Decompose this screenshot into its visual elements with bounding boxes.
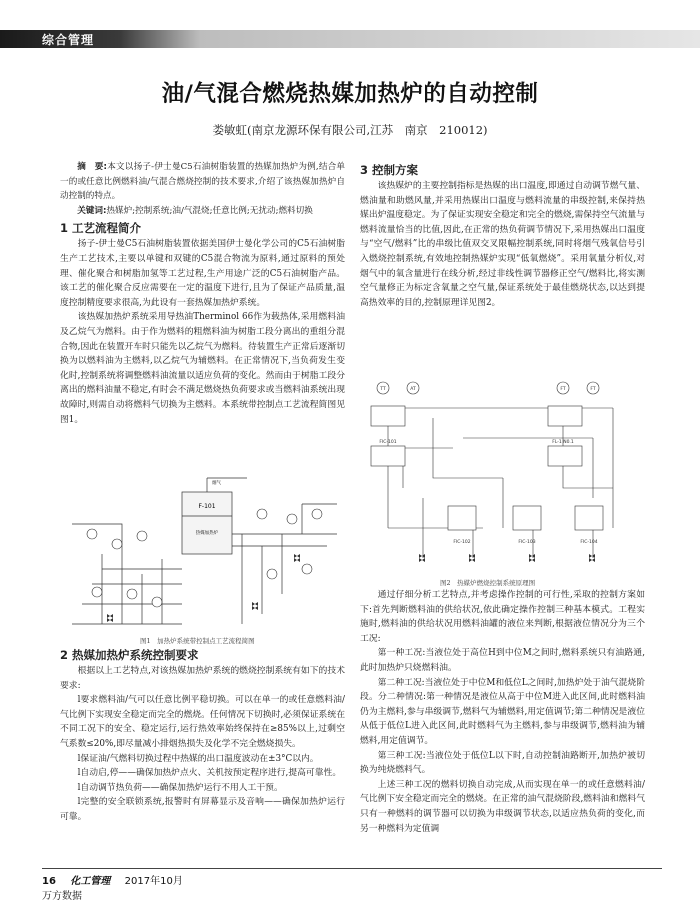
abstract-label: 摘 要:: [77, 162, 107, 172]
requirement-item: l要求燃料油/气可以任意比例平稳切换。可以在单一的或任意燃料油/气比例下实现安全稳定而完全的燃烧。任何情况下切换时,必须保证系统在不同工况下的安全、稳定运行,运行热效率始终保持在≥85%以上,过剩空气系数≤20%,即尽量减小排烟热损失及化学不完全燃烧损失。: [60, 695, 345, 749]
keywords-text: 热媒炉;控制系统;油/气混烧;任意比例;无扰动;燃料切换: [106, 205, 313, 216]
furnace-id: F-101: [198, 503, 216, 510]
section-header-bar: [0, 30, 700, 48]
requirement-item: l完整的安全联锁系统,报警时有屏幕显示及音响——确保加热炉运行可靠。: [60, 797, 345, 822]
requirement-item: l保证油/气燃料切换过程中热媒的出口温度波动在±3°C以内。: [77, 753, 319, 764]
article-title: 油/气混合燃烧热媒加热炉的自动控制: [161, 81, 539, 107]
fig2-tag-1: AT: [410, 387, 416, 392]
issue-date: 2017年10月: [124, 876, 183, 887]
fig2-tag-3: FT: [590, 387, 596, 392]
page-number: 16: [42, 876, 56, 887]
source-watermark: 万方数据: [42, 891, 82, 902]
sec2-paragraph: 根据以上工艺特点,对该热媒加热炉系统的燃烧控制系统有如下的技术要求:: [60, 666, 345, 691]
figure-1-process-diagram: [62, 474, 347, 639]
keywords: [60, 204, 345, 219]
sec3-paragraph: 第一种工况:当液位处于高位H到中位M之间时,燃料系统只有油路通,此时加热炉只烧燃料油。: [360, 648, 645, 673]
sec3-paragraph: 该热媒炉的主要控制指标是热媒的出口温度,即通过自动调节燃气量、燃油量和助燃风量,并采用热媒出口温度与燃料流量的串级控制,来保持热媒出炉温度稳定。为了保证实现安全稳定和完全的燃烧,需保持空气流量与燃料流量恰当的比值,因此,在正常的热负荷调节情况下,采用热媒出口温度与“空气/燃料”比的串级比值双交叉限幅控制系统,同时将烟气残氧信号引入燃烧控制系统,有效地控制热媒炉实现“低氧燃烧”。采用氧量分析仪,对烟气中的氧含量进行在线分析,经过非线性调节器修正空气/燃料比,将实测空气量修正为标定含氧量之空气量,保证系统处于最佳燃烧状态,以达到提高热效率的目的,控制原理详见图2。: [360, 181, 645, 308]
right-column-lower: [360, 588, 645, 836]
abstract: [60, 160, 345, 204]
fig2-tag-0: TT: [380, 387, 386, 392]
fig2-tag-fic104: FIC-104: [580, 540, 598, 545]
left-column-lower: [60, 645, 345, 825]
sec3-paragraph: 通过仔细分析工艺特点,并考虑操作控制的可行性,采取的控制方案如下:首先判断燃料油的供给状况,依此确定操作控制三种基本模式。工程实施时,燃料油的供给状况用燃料油罐的液位来判断,根据液位情况分为三个工况:: [360, 590, 645, 644]
fig2-tag-fic101: FIC-101: [379, 440, 397, 445]
sec1-paragraph: 扬子-伊士曼C5石油树脂装置依据美国伊士曼化学公司的C5石油树脂生产工艺技术,主要以单键和双键的C5混合物流为原料,通过原料的预处理、催化聚合和树脂加氢等工艺过程,生产用途广泛的C5石油树脂产品。该工艺的催化聚合反应需要在一定的温度下进行,且为了保证产品质量,温度控制精度要求很高,为此设有一套热媒加热炉系统。: [60, 239, 345, 308]
requirement-item: l自动调节热负荷——确保加热炉运行不用人工干预。: [77, 782, 283, 793]
section-3-heading: 3 控制方案: [360, 163, 419, 177]
right-column: [360, 160, 645, 310]
abstract-text: 本文以扬子-伊士曼C5石油树脂装置的热媒加热炉为例,结合单一的或任意比例燃料油/气混合燃烧控制的技术要求,介绍了该热媒加热炉自动控制的特点。: [60, 162, 345, 202]
left-column: [60, 160, 345, 427]
keywords-label: 关键词:: [77, 205, 107, 216]
journal-name: 化工管理: [70, 876, 111, 887]
figure-1-caption: 图1 加热炉系统带控制点工艺流程简图: [140, 637, 255, 645]
furnace-box: [182, 492, 232, 554]
sec3-paragraph: 上述三种工况的燃料切换自动完成,从而实现在单一的或任意燃料油/气比例下安全稳定而完全的燃烧。在正常的油气混烧阶段,燃料油和燃料气只有一种燃料的调节器可以切换为串级调节状态,以适应热负荷的变化,而另一种燃料为定值调: [360, 779, 645, 834]
sec1-paragraph: 该热媒加热炉系统采用导热油Therminol 66作为载热体,采用燃料油及乙烷气为燃料。由于作为燃料的粗燃料油为树脂工段分离出的重组分混合物,因此在装置开车时只能先以乙烷气为燃料。待装置生产正常后逐渐切换为以燃料油为主燃料,以乙烷气为辅燃料。在正常情况下,当负荷发生变化时,控制系统将调整燃料油流量以适应负荷的变化。然而由于树脂工段分离出的燃料油量不稳定,有时会不满足燃烧热负荷要求或当燃料油系统出现故障时,则需自动将燃料气切换为主燃料。本系统带控制点工艺流程简图见图1。: [60, 312, 345, 425]
figure-2-control-diagram: [363, 378, 645, 578]
smoke-tag: 烟气: [212, 481, 221, 486]
sec3-paragraph: 第二种工况:当液位处于中位M和低位L之间时,加热炉处于油气混烧阶段。分二种情况:第一种情况是液位从高于中位M进入此区间,此时燃料油仍为主燃料,参与串级调节,燃料气为辅燃料,用定值调节;第二种情况是液位从低于低位L进入此区间,此时燃料气为主燃料,参与串级调节,燃料油为辅燃料,用定值调节。: [360, 677, 645, 746]
fig2-tag-fic102: FIC-102: [453, 540, 471, 545]
section-2-heading: 2 热媒加热炉系统控制要求: [60, 648, 199, 662]
section-1-heading: 1 工艺流程简介: [60, 221, 142, 236]
fig2-tag-2: FT: [560, 387, 566, 392]
fig2-tag-ratio: FL-1 N0.1: [552, 440, 574, 445]
furnace-label: 热媒加热炉: [195, 531, 219, 536]
section-label: 综合管理: [42, 33, 95, 47]
footer-rule: [42, 868, 662, 869]
requirement-item: l自动启,停——确保加热炉点火、关机按预定程序进行,提高可靠性。: [77, 768, 342, 779]
page-footer: [42, 872, 183, 887]
figure-2-caption: 图2 热媒炉燃烧控制系统原理图: [440, 579, 536, 587]
author-line: 娄敏虹(南京龙源环保有限公司,江苏 南京 210012): [212, 123, 488, 137]
fig2-tag-fic103: FIC-103: [518, 540, 536, 545]
sec3-paragraph: 第三种工况:当液位处于低位L以下时,自动控制油路断开,加热炉被切换为纯烧燃料气。: [360, 750, 645, 776]
